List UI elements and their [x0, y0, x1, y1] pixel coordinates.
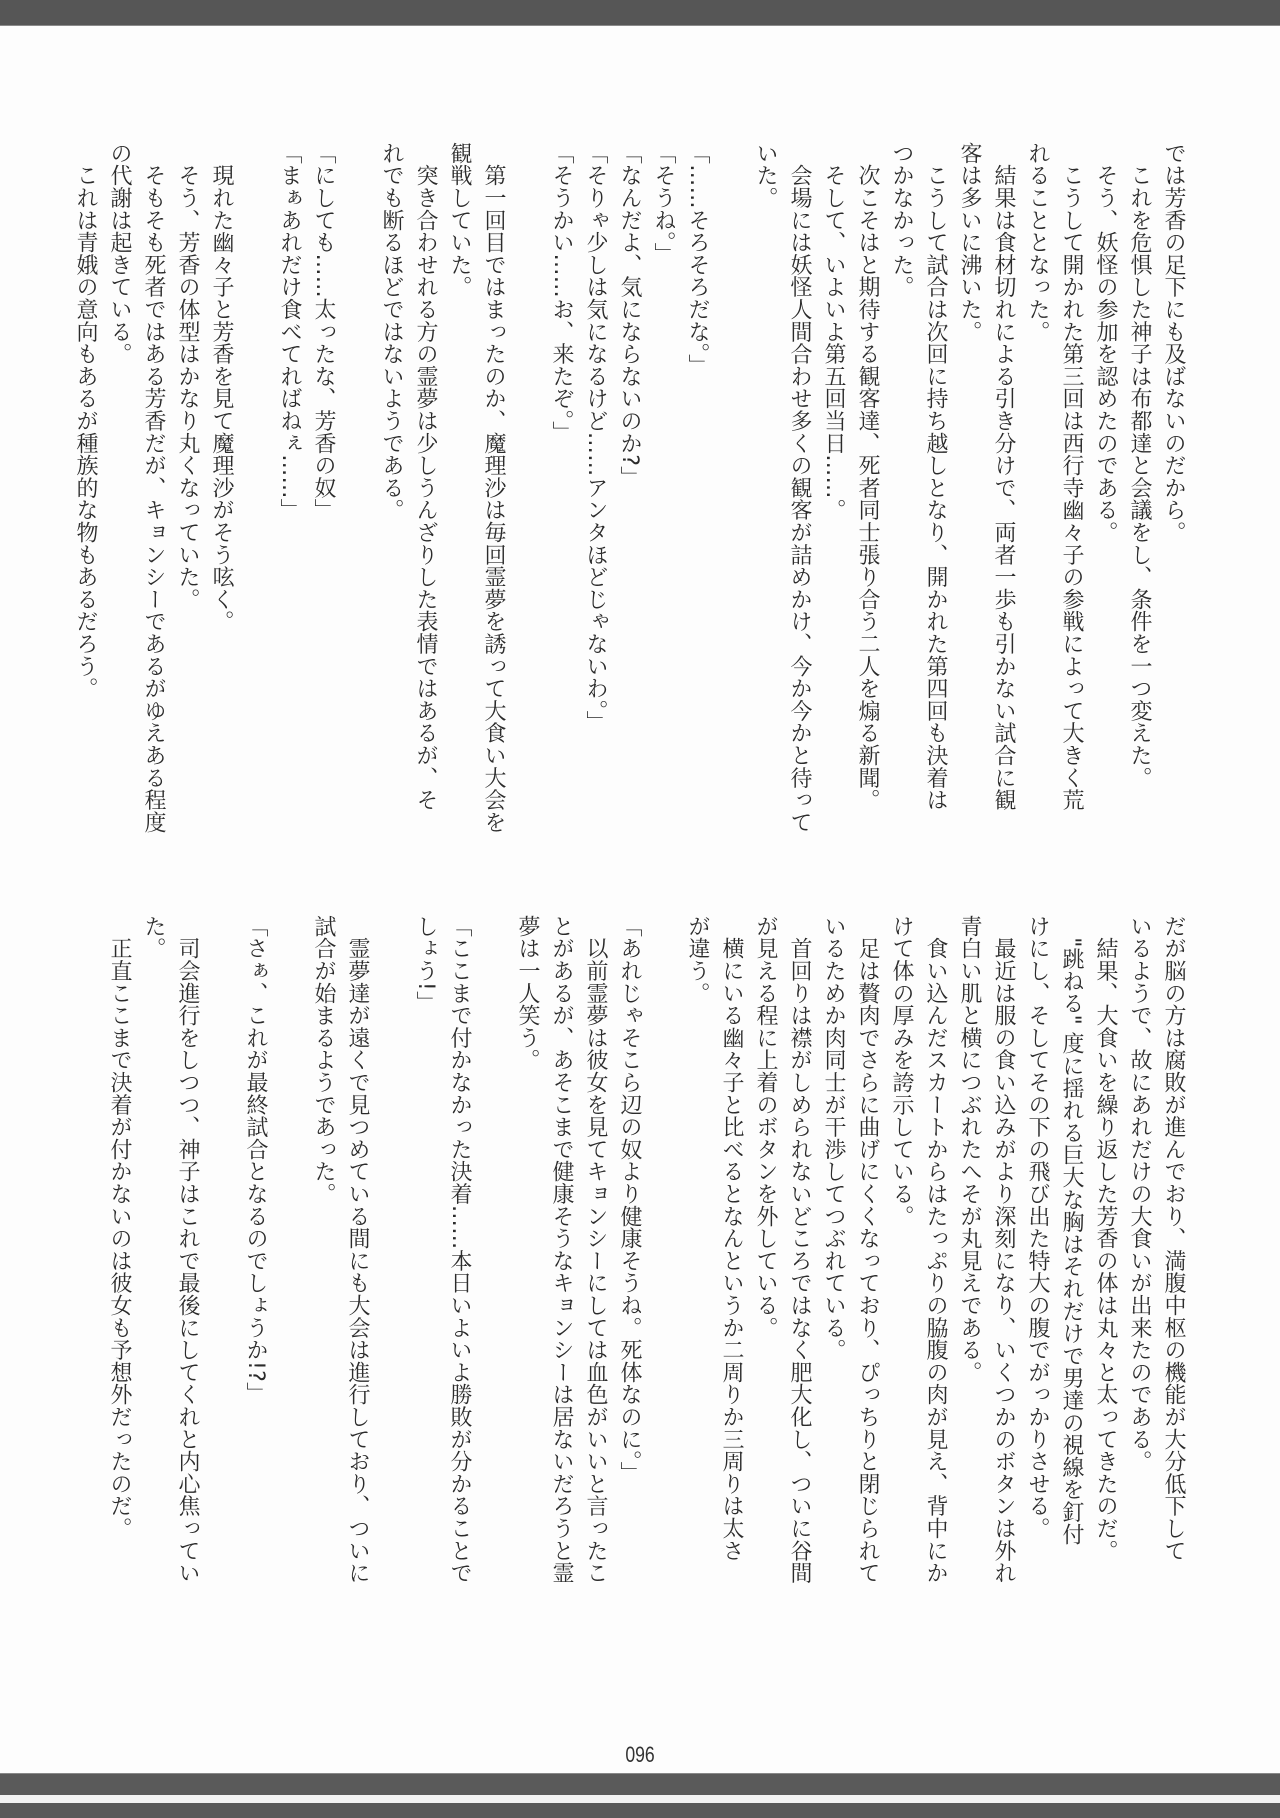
text-line: 青白い肌と横につぶれたへそが丸見えである。 — [957, 915, 982, 1384]
text-line: 「あれじゃそこら辺の奴より健康そうね。死体なのに。」 — [617, 915, 642, 1484]
text-line: こうして開かれた第三回は西行寺幽々子の参戦によって大きく荒 — [1059, 142, 1084, 811]
text-line: そして、いよいよ第五回当日……。 — [821, 142, 846, 522]
text-line: が違う。 — [685, 915, 710, 1005]
text-line: つかなかった。 — [889, 142, 914, 299]
text-line: 司会進行をしつつ、神子はこれで最後にしてくれと内心焦ってい — [175, 915, 200, 1584]
text-line: 次こそはと期待する観客達、死者同士張り合う二人を煽る新聞。 — [855, 142, 880, 811]
blank-line — [204, 915, 238, 1615]
blank-line — [476, 915, 510, 1615]
text-line: 「そうね。」 — [651, 142, 676, 265]
text-line: 第一回目ではまったのか、魔理沙は毎回霊夢を誘って大食い大会を — [481, 142, 506, 834]
text-line: 「にしても……太ったな、芳香の奴」 — [311, 142, 336, 522]
text-line: 会場には妖怪人間合わせ多くの観客が詰めかけ、今か今かと待って — [787, 142, 812, 834]
text-line: 「なんだよ、気にならないのか?」 — [617, 142, 642, 489]
text-line: 霊夢達が遠くで見つめている間にも大会は進行しており、ついに — [345, 915, 370, 1584]
text-line: 「さぁ、これが最終試合となるのでしょうか!?」 — [243, 915, 268, 1405]
text-line: 首回りは襟がしめられないどころではなく肥大化し、ついに谷間 — [787, 915, 812, 1584]
text-line: だが脳の方は腐敗が進んでおり、満腹中枢の機能が大分低下して — [1161, 915, 1186, 1562]
text-line: 横にいる幽々子と比べるとなんというか二周りか三周りは太さ — [719, 915, 744, 1562]
text-line: 「ここまで付かなかった決着……本日いよいよ勝敗が分かることで — [447, 915, 472, 1584]
text-line: とがあるが、あそこまで健康そうなキョンシーは居ないだろうと霊 — [549, 915, 574, 1584]
text-line: いるためか肉同士が干渉してつぶれている。 — [821, 915, 846, 1361]
text-line: これは青娥の意向もあるが種族的な物もあるだろう。 — [73, 142, 98, 700]
text-line: 結果は食材切れによる引き分けで、両者一歩も引かない試合に観 — [991, 142, 1016, 811]
text-line: 足は贅肉でさらに曲げにくくなっており、ぴっちりと閉じられて — [855, 915, 880, 1584]
text-block-lower — [102, 915, 1190, 1615]
blank-line — [510, 142, 544, 842]
text-line: そう、芳香の体型はかなり丸くなっていた。 — [175, 142, 200, 611]
text-line: 食い込んだスカートからはたっぷりの脇腹の肉が見え、背中にか — [923, 915, 948, 1584]
bottom-scan-border-lower — [0, 1803, 1280, 1818]
page-number: 096 — [625, 1742, 655, 1767]
text-line: 観戦していた。 — [447, 142, 472, 299]
text-line: けて体の厚みを誇示している。 — [889, 915, 914, 1228]
text-block-upper — [68, 142, 1190, 842]
text-line: た。 — [141, 915, 166, 960]
text-line: 夢は一人笑う。 — [515, 915, 540, 1072]
text-line: 突き合わせれる方の霊夢は少しうんざりした表情ではあるが、そ — [413, 142, 438, 811]
top-scan-border — [0, 0, 1280, 26]
text-line: が見える程に上着のボタンを外している。 — [753, 915, 778, 1339]
text-line: 「そりゃ少しは気になるけど……アンタほどじゃないわ。」 — [583, 142, 608, 734]
blank-line — [272, 915, 306, 1615]
text-line: 最近は服の食い込みがより深刻になり、いくつかのボタンは外れ — [991, 915, 1016, 1584]
text-line: これを危惧した神子は布都達と会議をし、条件を一つ変えた。 — [1127, 142, 1152, 789]
text-line: 「まぁあれだけ食べてればねぇ……」 — [277, 142, 302, 522]
text-line: 正直ここまで決着が付かないのは彼女も予想外だったのだ。 — [107, 915, 132, 1540]
text-line: そう、妖怪の参加を認めたのである。 — [1093, 142, 1118, 544]
blank-line — [340, 142, 374, 842]
text-line: では芳香の足下にも及ばないのだから。 — [1161, 142, 1186, 544]
blank-line — [646, 915, 680, 1615]
text-line: 「そうかい……お、来たぞ。」 — [549, 142, 574, 444]
blank-line — [238, 142, 272, 842]
text-line: 現れた幽々子と芳香を見て魔理沙がそう呟く。 — [209, 142, 234, 633]
text-line: けにし、そしてその下の飛び出た特大の腹でがっかりさせる。 — [1025, 915, 1050, 1540]
blank-line — [374, 915, 408, 1615]
text-line: いるようで、故にあれだけの大食いが出来たのである。 — [1127, 915, 1152, 1473]
blank-line — [714, 142, 748, 842]
text-line: こうして試合は次回に持ち越しとなり、開かれた第四回も決着は — [923, 142, 948, 811]
text-line: 「……そろそろだな。」 — [685, 142, 710, 377]
bottom-scan-gap — [0, 1795, 1280, 1803]
text-line: れでも断るほどではないようである。 — [379, 142, 404, 522]
text-line: 試合が始まるようであった。 — [311, 915, 336, 1205]
text-line: "跳ねる" 度に揺れる巨大な胸はそれだけで男達の視線を釘付 — [1059, 915, 1084, 1546]
text-line: しょう!」 — [413, 915, 438, 1014]
text-line: れることとなった。 — [1025, 142, 1050, 343]
text-line: 結果、大食いを繰り返した芳香の体は丸々と太ってきたのだ。 — [1093, 915, 1118, 1562]
text-line: そもそも死者ではある芳香だが、キョンシーであるがゆえある程度 — [141, 142, 166, 834]
text-line: 客は多いに沸いた。 — [957, 142, 982, 343]
text-line: の代謝は起きている。 — [107, 142, 132, 365]
bottom-scan-border — [0, 1773, 1280, 1796]
text-line: 以前霊夢は彼女を見てキョンシーにしては血色がいいと言ったこ — [583, 915, 608, 1584]
text-line: いた。 — [753, 142, 778, 209]
